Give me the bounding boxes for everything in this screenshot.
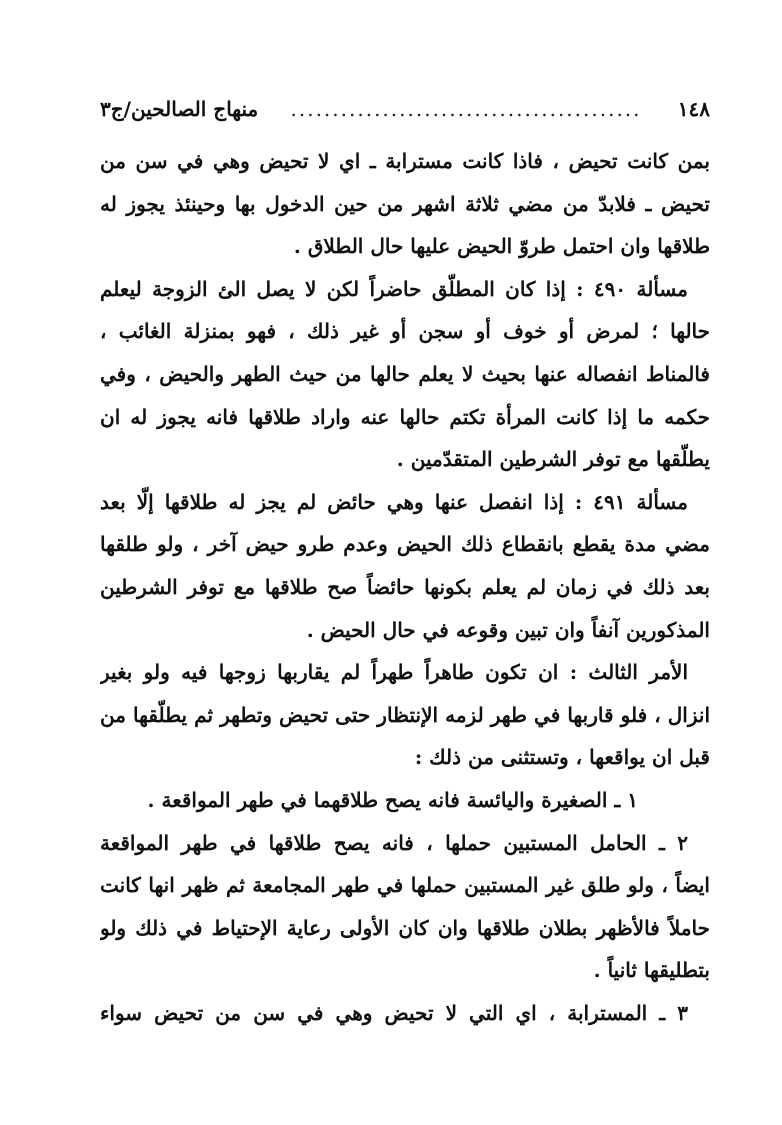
text-line: ٣ ـ المسترابة ، اي التي لا تحيض وهي في سن من تحيض سواء [100,1000,688,1025]
text-line: فالمناط انفصاله عنها بحيث لا يعلم حالها من حيث الطهر والحيض ، وفي [100,361,710,386]
text-line: مسألة ٤٩٠ : إذا كان المطلّق حاضراً لكن لا يصل الئ الزوجة ليعلم [100,276,688,301]
text-line: حاملاً فالأظهر بطلان طلاقها وان كان الأولى رعاية الإحتياط في ذلك ولو [100,915,710,940]
text-line: قبل ان يواقعها ، وتستثنى من ذلك : [414,745,710,770]
book-title: منهاج الصالحين/ج٣ [100,97,259,121]
text-line: ١ ـ الصغيرة واليائسة فانه يصح طلاقهما في طهر المواقعة . [147,787,638,812]
text-line: تحيض ـ فلابدّ من مضي ثلاثة اشهر من حين الدخول بها وحينئذ يجوز له [100,191,710,216]
page-number: ١٤٨ [677,97,710,121]
text-line: بمن كانت تحيض ، فاذا كانت مسترابة ـ اي لا تحيض وهي في سن من [100,149,710,173]
text-line: بعد ذلك في زمان لم يعلم بكونها حائضاً صح طلاقها مع توفر الشرطين [100,574,710,599]
text-line: الأمر الثالث : ان تكون طاهراً طهراً لم يقاربها زوجها فيه ولو بغير [100,660,688,685]
body-text [100,140,710,1034]
text-line: مسألة ٤٩١ : إذا انفصل عنها وهي حائض لم يجز له طلاقها إلّا بعد [100,489,688,514]
text-line: حكمه ما إذا كانت المرأة تكتم حالها عنه واراد طلاقها فانه يجوز له ان [100,404,710,429]
running-header [100,92,710,126]
text-line: طلاقها وان احتمل طروّ الحيض عليها حال الطلاق . [293,234,710,259]
text-line: انزال ، فلو قاربها في طهر لزمه الإنتظار حتى تحيض وتطهر ثم يطلّقها من [100,702,710,727]
header-leader-dots: .......................................... [290,97,642,121]
text-line: حالها ؛ لمرض أو خوف أو سجن أو غير ذلك ، فهو بمنزلة الغائب ، [100,319,710,344]
text-line: يطلّقها مع توفر الشرطين المتقدّمين . [396,447,710,472]
text-line: ايضاً ، ولو طلق غير المستبين حملها في طهر المجامعة ثم ظهر انها كانت [100,873,710,898]
text-line: مضي مدة يقطع بانقطاع ذلك الحيض وعدم طرو حيض آخر ، ولو طلقها [100,532,710,557]
text-line: ٢ ـ الحامل المستبين حملها ، فانه يصح طلاقها في طهر المواقعة [100,830,688,855]
text-line: المذكورين آنفاً وان تبين وقوعه في حال الحيض . [306,617,710,642]
text-line: بتطليقها ثانياً . [593,958,710,983]
